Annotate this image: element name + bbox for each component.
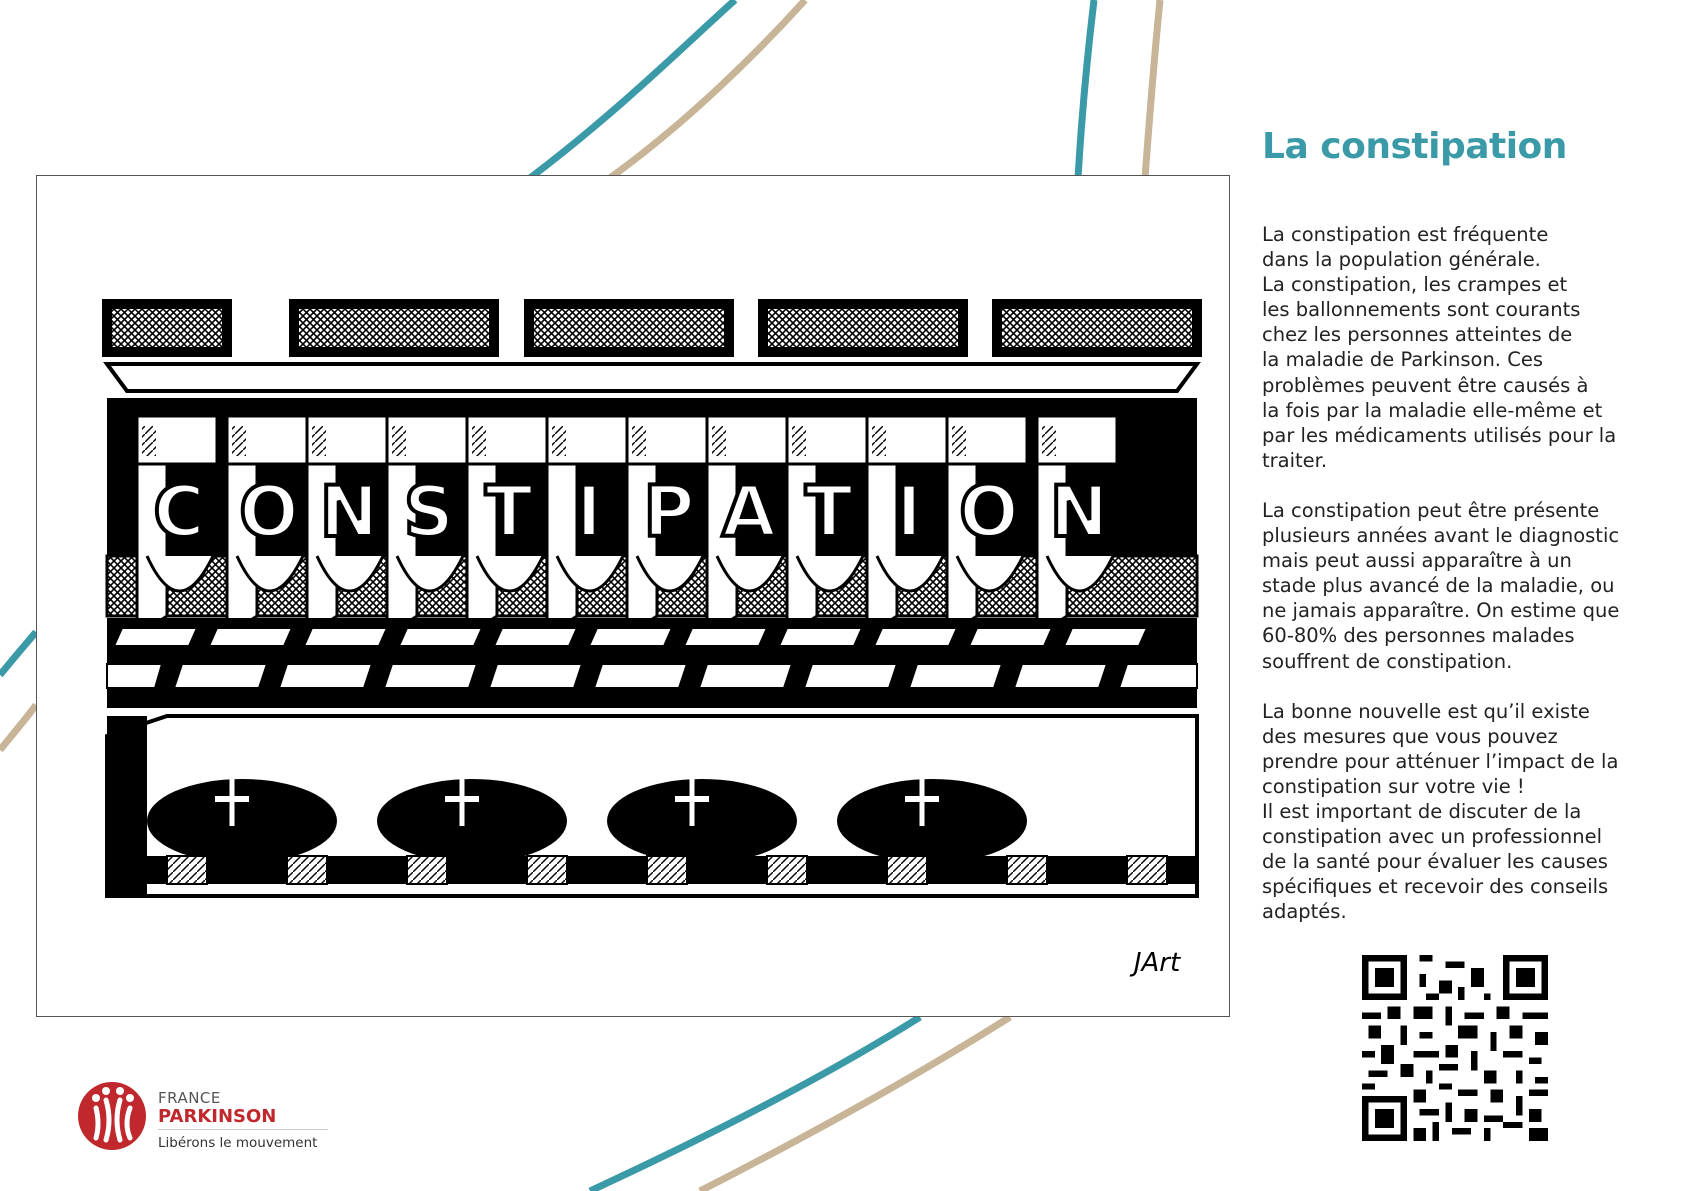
stall-letter: P xyxy=(643,471,695,553)
text-line: stade plus avancé de la maladie, ou xyxy=(1262,574,1615,598)
stall-letter: O xyxy=(239,471,299,553)
text-line: la fois par la maladie elle-même et xyxy=(1262,398,1603,422)
stall-letter: S xyxy=(403,471,455,553)
logo-line-france: FRANCE xyxy=(158,1089,221,1107)
logo-line-parkinson: PARKINSON xyxy=(158,1106,277,1127)
text-line: La bonne nouvelle est qu’il existe xyxy=(1262,699,1590,723)
text-line: les ballonnements sont courants xyxy=(1262,298,1581,322)
france-parkinson-logo xyxy=(76,1075,336,1155)
text-line: 60-80% des personnes malades xyxy=(1262,624,1575,648)
text-line: mais peut aussi apparaître à un xyxy=(1262,549,1572,573)
text-line: constipation sur votre vie ! xyxy=(1262,774,1525,798)
text-line: traiter. xyxy=(1262,448,1328,472)
text-line: problèmes peuvent être causés à xyxy=(1262,373,1589,397)
text-line: par les médicaments utilisés pour la xyxy=(1262,423,1617,447)
stall-letter: I xyxy=(575,471,603,553)
stall-letter: T xyxy=(485,471,533,553)
stall-letter: O xyxy=(959,471,1019,553)
stall-letter: N xyxy=(319,471,379,553)
text-line: La constipation peut être présente xyxy=(1262,498,1600,522)
text-line: la maladie de Parkinson. Ces xyxy=(1262,348,1543,372)
window-box xyxy=(107,304,227,352)
window-box xyxy=(763,304,963,352)
illustration-frame xyxy=(36,175,1230,1017)
page-title: La constipation xyxy=(1262,126,1567,167)
text-line: adaptés. xyxy=(1262,900,1347,924)
constipation-cartoon xyxy=(37,176,1231,1018)
text-line: Il est important de discuter de la xyxy=(1262,799,1582,823)
text-line: chez les personnes atteintes de xyxy=(1262,323,1573,347)
logo-mark-icon xyxy=(76,1080,148,1152)
paragraph-1 xyxy=(1262,222,1672,473)
stall-letter: C xyxy=(153,471,205,553)
window-box xyxy=(529,304,729,352)
stall-letter: T xyxy=(805,471,853,553)
window-box xyxy=(294,304,494,352)
text-line: plusieurs années avant le diagnostic xyxy=(1262,524,1620,548)
text-line: des mesures que vous pouvez xyxy=(1262,724,1558,748)
text-line: prendre pour atténuer l’impact de la xyxy=(1262,749,1619,773)
text-line: constipation avec un professionnel xyxy=(1262,825,1602,849)
text-line: La constipation, les crampes et xyxy=(1262,273,1568,297)
body-text xyxy=(1262,222,1672,949)
text-line: de la santé pour évaluer les causes xyxy=(1262,850,1608,874)
text-line: ne jamais apparaître. On estime que xyxy=(1262,599,1620,623)
stall-letter: N xyxy=(1049,471,1109,553)
stall-letter: A xyxy=(721,471,777,553)
text-line: La constipation est fréquente xyxy=(1262,223,1549,246)
text-line: dans la population générale. xyxy=(1262,248,1541,272)
paragraph-3 xyxy=(1262,699,1672,925)
logo-divider xyxy=(158,1129,328,1130)
stall-letter: I xyxy=(895,471,923,553)
artist-signature: JArt xyxy=(1133,948,1181,978)
text-line: souffrent de constipation. xyxy=(1262,649,1513,673)
logo-slogan: Libérons le mouvement xyxy=(158,1135,318,1151)
paragraph-2 xyxy=(1262,498,1672,674)
text-line: spécifiques et recevoir des conseils xyxy=(1262,875,1609,899)
qr-code[interactable] xyxy=(1362,955,1548,1141)
window-box xyxy=(997,304,1197,352)
